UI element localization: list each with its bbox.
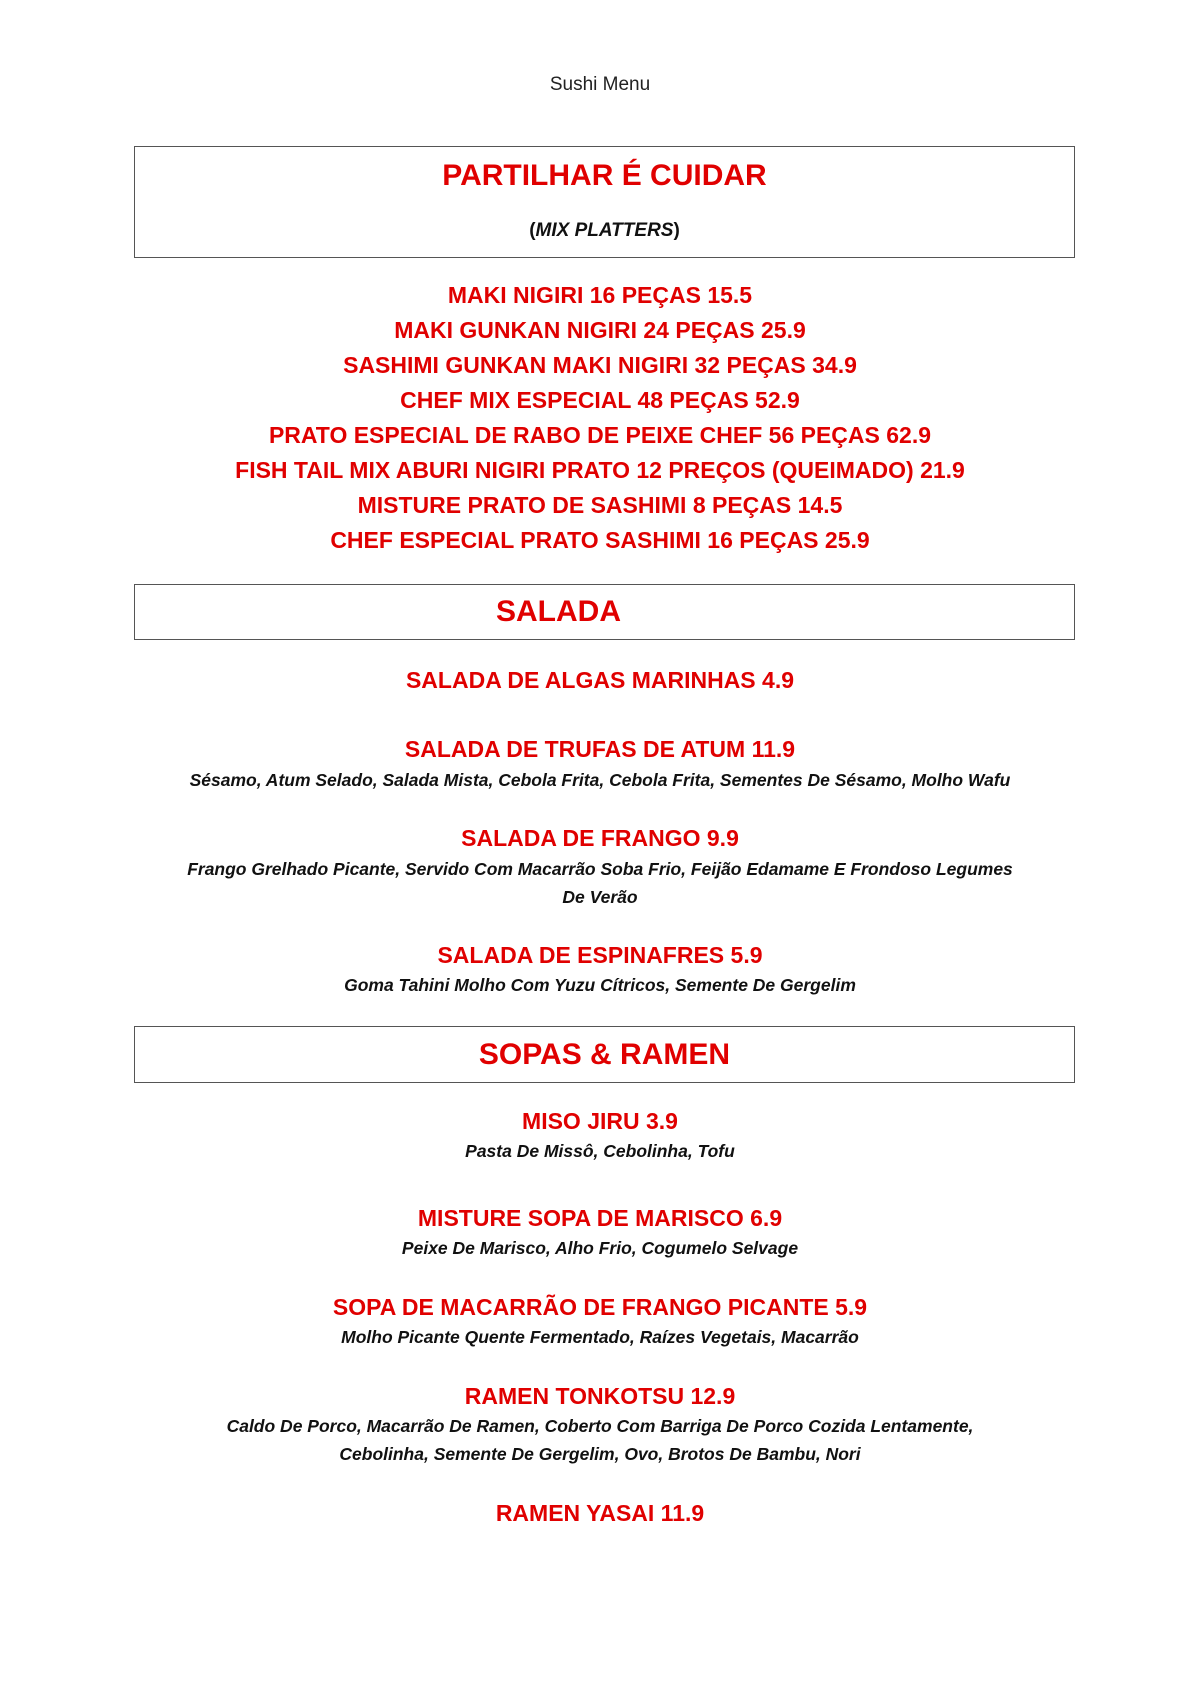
menu-item-title: SALADA DE ALGAS MARINHAS 4.9 — [405, 667, 795, 693]
platter-item: MAKI NIGIRI 16 PEÇAS 15.5 — [447, 282, 753, 308]
section-header-salada — [134, 584, 1075, 640]
platter-item: MAKI GUNKAN NIGIRI 24 PEÇAS 25.9 — [394, 317, 806, 343]
menu-item-description: Molho Picante Quente Fermentado, Raízes Vegetais, Macarrão — [341, 1327, 859, 1347]
platter-item: FISH TAIL MIX ABURI NIGIRI PRATO 12 PREÇOS (QUEIMADO) 21.9 — [235, 457, 965, 483]
platter-item: CHEF MIX ESPECIAL 48 PEÇAS 52.9 — [400, 387, 800, 413]
menu-item-title: MISTURE SOPA DE MARISCO 6.9 — [417, 1205, 783, 1231]
platter-item: SASHIMI GUNKAN MAKI NIGIRI 32 PEÇAS 34.9 — [343, 352, 857, 378]
section-header-platters — [134, 146, 1075, 258]
menu-item-title: RAMEN YASAI 11.9 — [495, 1500, 705, 1526]
menu-item-title: RAMEN TONKOTSU 12.9 — [464, 1383, 736, 1409]
menu-item-description: De Verão — [562, 887, 638, 907]
menu-item-description: Goma Tahini Molho Com Yuzu Cítricos, Semente De Gergelim — [344, 975, 856, 995]
menu-item-description: Cebolinha, Semente De Gergelim, Ovo, Brotos De Bambu, Nori — [339, 1444, 861, 1464]
menu-item-title: SALADA DE FRANGO 9.9 — [461, 825, 739, 851]
menu-item-title: SOPA DE MACARRÃO DE FRANGO PICANTE 5.9 — [332, 1294, 868, 1320]
menu-item-title: SALADA DE ESPINAFRES 5.9 — [437, 942, 763, 968]
section-header-sopas — [134, 1026, 1075, 1083]
menu-item-description: Frango Grelhado Picante, Servido Com Macarrão Soba Frio, Feijão Edamame E Frondoso Legumes — [187, 859, 1013, 879]
menu-item-description: Caldo De Porco, Macarrão De Ramen, Coberto Com Barriga De Porco Cozida Lentamente, — [226, 1416, 974, 1436]
menu-item-title: MISO JIRU 3.9 — [522, 1108, 678, 1134]
section-title-salada: SALADA — [496, 595, 621, 628]
menu-item-description: Sésamo, Atum Selado, Salada Mista, Cebola Frita, Cebola Frita, Sementes De Sésamo, Molho Wafu — [189, 770, 1011, 790]
section-subtitle-platters: (MIX PLATTERS) — [529, 220, 680, 241]
page-header: Sushi Menu — [549, 74, 651, 95]
platter-item: MISTURE PRATO DE SASHIMI 8 PEÇAS 14.5 — [357, 492, 843, 518]
section-title-platters: PARTILHAR É CUIDAR — [442, 159, 767, 192]
section-title-sopas: SOPAS & RAMEN — [478, 1038, 731, 1071]
menu-item-description: Peixe De Marisco, Alho Frio, Cogumelo Selvage — [401, 1238, 799, 1258]
menu-item-description: Pasta De Missô, Cebolinha, Tofu — [465, 1141, 735, 1161]
platter-item: PRATO ESPECIAL DE RABO DE PEIXE CHEF 56 PEÇAS 62.9 — [268, 422, 932, 448]
platter-item: CHEF ESPECIAL PRATO SASHIMI 16 PEÇAS 25.9 — [330, 527, 870, 553]
menu-item-title: SALADA DE TRUFAS DE ATUM 11.9 — [404, 736, 796, 762]
